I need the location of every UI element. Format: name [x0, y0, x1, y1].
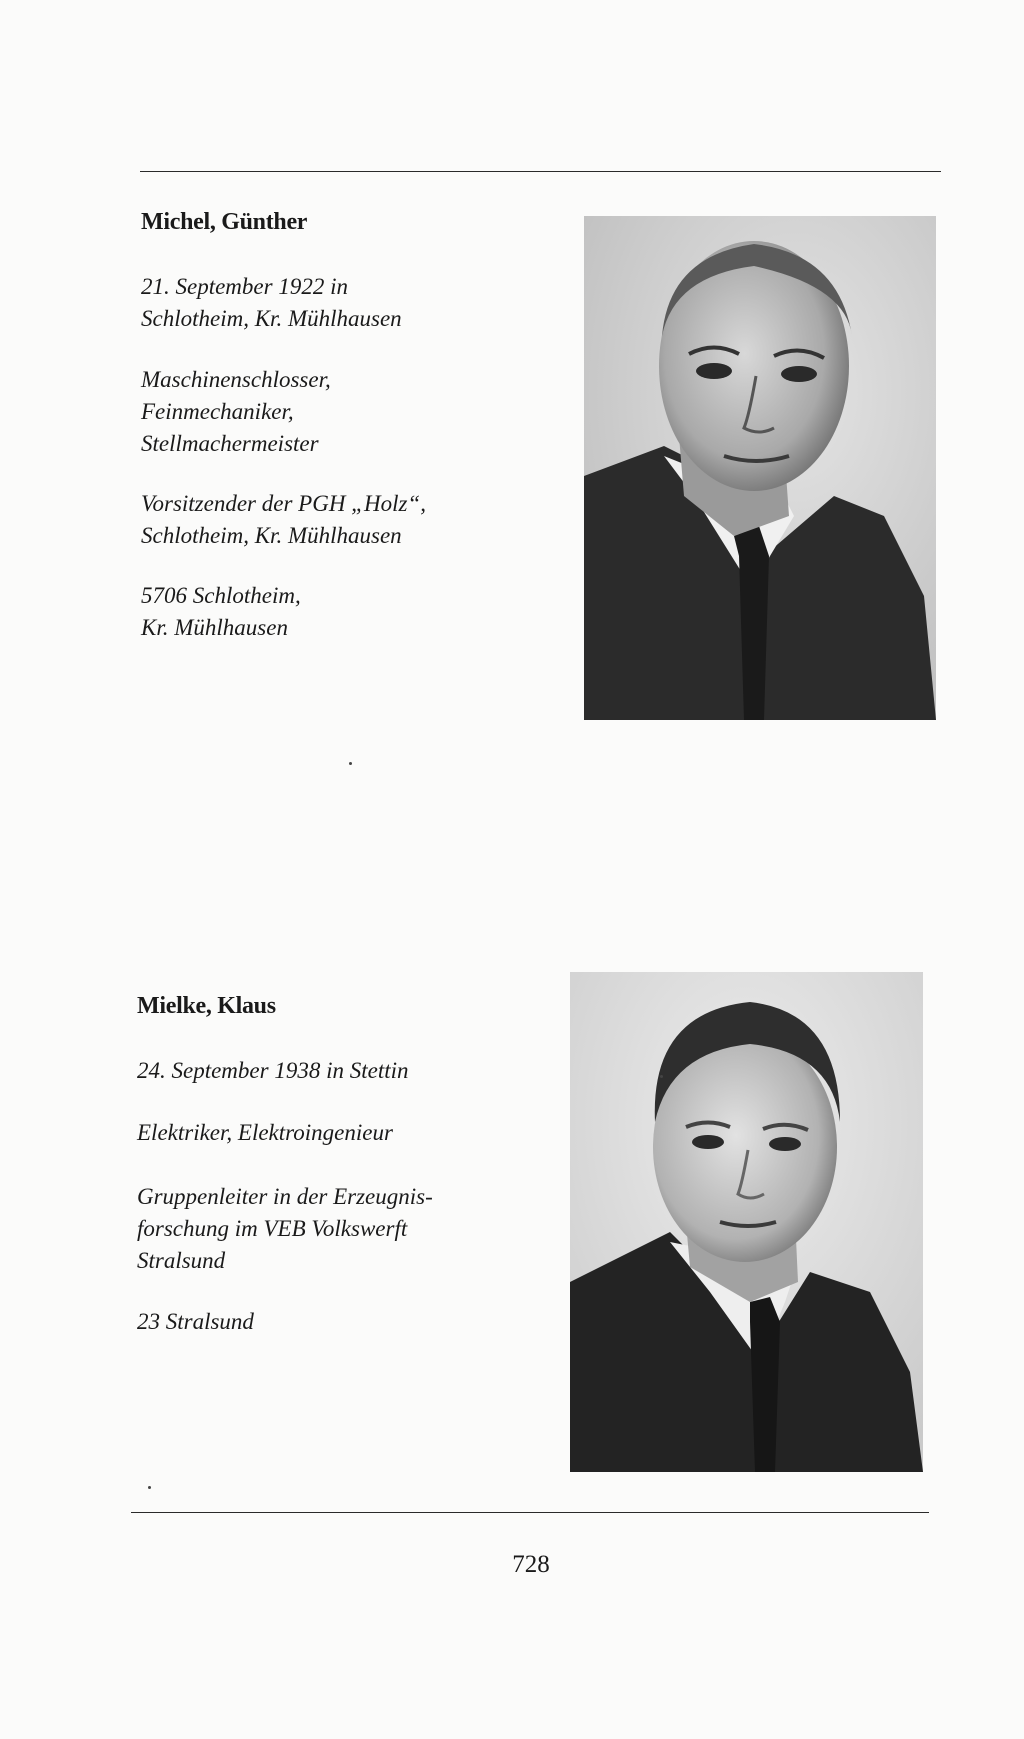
top-divider	[140, 171, 941, 172]
print-speck	[349, 762, 352, 765]
portrait-photo-michel	[584, 216, 936, 720]
entry-birth: 21. September 1922 in Schlotheim, Kr. Mühlhausen	[141, 274, 402, 331]
print-speck	[148, 1486, 151, 1489]
entry-address: 23 Stralsund	[137, 1309, 254, 1334]
entry-michel	[141, 206, 541, 644]
portrait-photo-mielke	[570, 972, 923, 1472]
portrait-image	[570, 972, 923, 1472]
portrait-image	[584, 216, 936, 720]
entry-name: Michel, Günther	[141, 209, 308, 235]
entry-position: Gruppenleiter in der Erzeugnis- forschung im VEB Volkswerft Stralsund	[137, 1184, 433, 1273]
page-number: 728	[512, 1551, 550, 1578]
entry-birth: 24. September 1938 in Stettin	[137, 1058, 409, 1083]
entry-address: 5706 Schlotheim, Kr. Mühlhausen	[141, 583, 301, 640]
entry-position: Vorsitzender der PGH „Holz“, Schlotheim, Kr. Mühlhausen	[141, 491, 426, 548]
entry-profession: Maschinenschlosser, Feinmechaniker, Stellmachermeister	[141, 367, 331, 456]
bottom-divider	[131, 1512, 929, 1513]
entry-profession: Elektriker, Elektroingenieur	[137, 1120, 393, 1145]
entry-name: Mielke, Klaus	[137, 993, 276, 1019]
entry-mielke	[137, 990, 537, 1338]
print-speck	[660, 1075, 663, 1078]
